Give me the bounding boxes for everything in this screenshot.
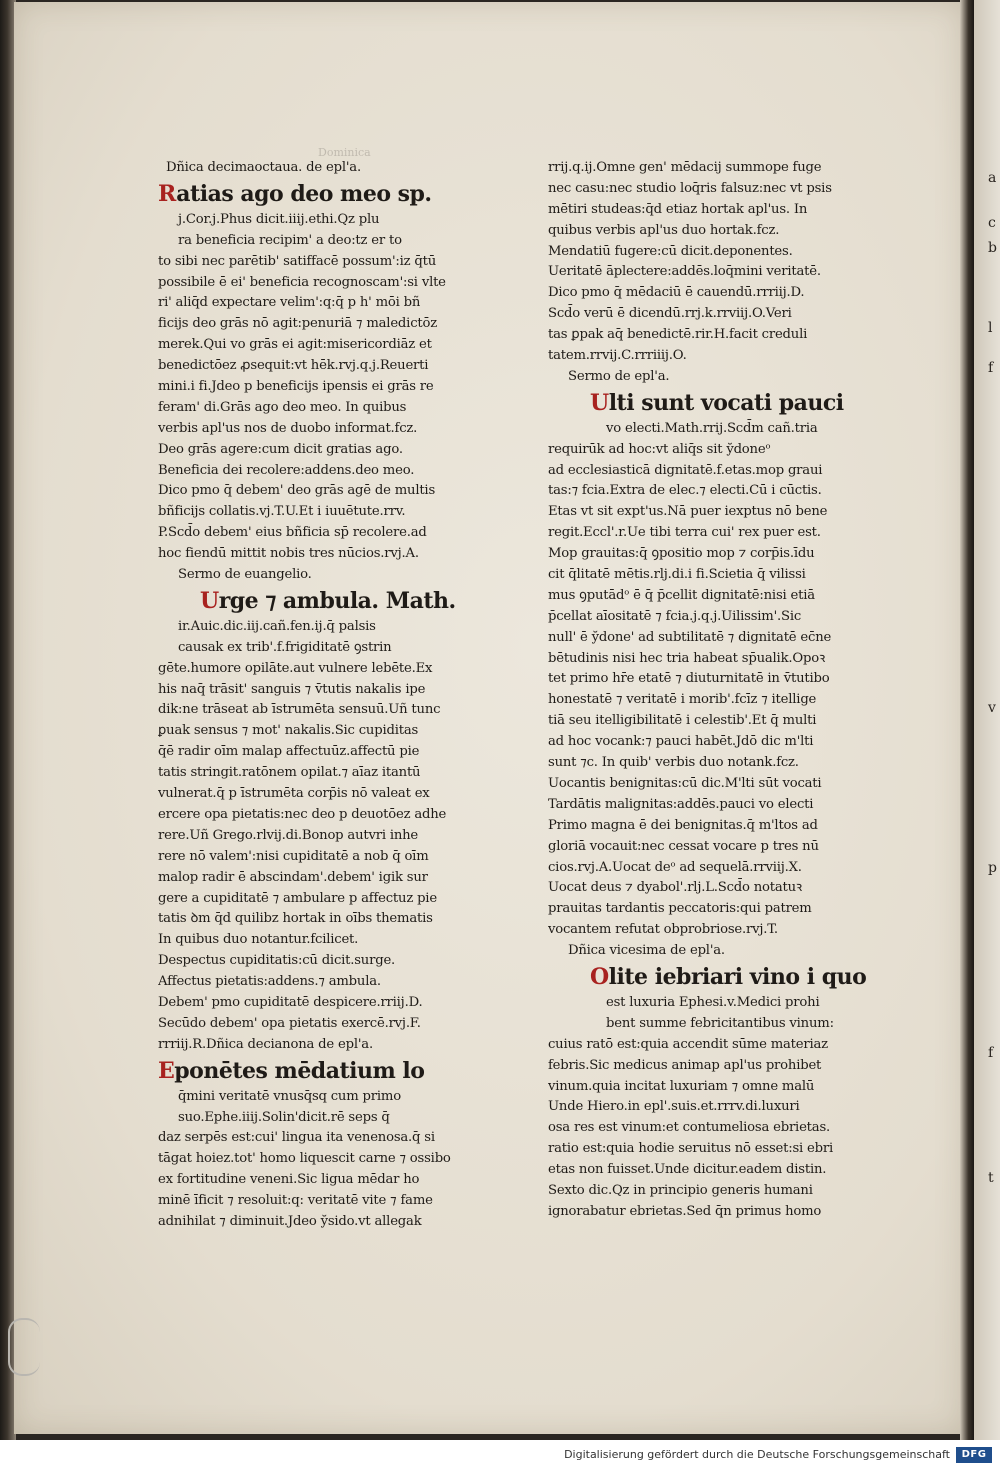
text-line: cios.rvj.A.Uocat deᵒ ad sequelā.rrviij.X. <box>548 859 802 875</box>
text-line: minē īficit ⁊ resoluit:q: veritatē vite ⁊ fame <box>158 1193 433 1209</box>
text-line: Dico pmo q̄ mēdaciū ē cauendū.rrriij.D. <box>548 285 805 301</box>
text-line: mētiri studeas:q̄d etiaz hortak apl'us. In <box>548 201 808 217</box>
text-line: suo.Ephe.iiij.Solin'dicit.rē seps q̄ <box>178 1109 390 1125</box>
text-line: tas:⁊ fcia.Extra de elec.⁊ electi.Cū i cūctis. <box>548 483 822 499</box>
text-line: osa res est vinum:et contumeliosa ebrietas. <box>548 1120 831 1136</box>
facing-page-fragment: l <box>988 320 992 336</box>
text-line: benedictōez ꝓsequit:vt hēk.rvj.q.j.Reuerti <box>158 358 429 374</box>
text-line: mini.i fi.Jdeo p beneficijs ipensis ei grās re <box>158 379 434 395</box>
text-line: vocantem refutat obprobriose.rvj.T. <box>548 922 778 938</box>
text-line: rrriij.R.Dñica decianona de epl'a. <box>158 1036 373 1052</box>
section-heading-line: Urge ⁊ ambula. Math. <box>200 587 456 614</box>
facing-page-fragment: f <box>988 1045 993 1061</box>
left-text-column <box>158 158 488 1233</box>
text-line: tas ꝑpak aq̄ benedictē.rir.H.facit creduli <box>548 327 808 343</box>
text-line: Ueritatē āplectere:addēs.loq̄mini veritatē. <box>548 264 821 280</box>
text-line: to sibi nec parētib' satiffacē possum':iz q̄tū <box>158 253 437 269</box>
text-line: bñficijs collatis.vj.T.U.Et i iuuētute.rrv. <box>158 504 406 520</box>
text-line: adnihilat ⁊ diminuit.Jdeo y̆sido.vt allegak <box>158 1213 422 1229</box>
text-line: ad hoc vocank:⁊ pauci habēt.Jdō dic m'lti <box>548 734 814 750</box>
text-line: feram' di.Grās ago deo meo. In quibus <box>158 399 407 415</box>
text-line: tatem.rrvij.C.rrriiij.O. <box>548 348 687 364</box>
text-line: etas non fuisset.Unde dicitur.eadem distin. <box>548 1162 827 1178</box>
text-line: rrij.q.ij.Omne gen' mēdacij summope fuge <box>548 160 822 175</box>
text-line: cuius ratō est:quia accendit sūme materiaz <box>548 1036 828 1052</box>
text-line: possibile ē ei' beneficia recognoscam':si vlte <box>158 274 446 290</box>
book-gutter <box>960 0 974 1440</box>
text-line: Uocantis benignitas:cū dic.M'lti sūt vocati <box>548 775 822 791</box>
text-line: ratio est:quia hodie seruitus nō esset:si ebri <box>548 1141 834 1157</box>
text-line: quibus verbis apl'us duo hortak.fcz. <box>548 222 780 238</box>
facing-page-fragment: b <box>988 240 996 256</box>
text-line: gere a cupiditatē ⁊ ambulare p affectuz pie <box>158 890 437 906</box>
text-line: Dico pmo q̄ debem' deo grās agē de multis <box>158 483 436 499</box>
text-line: sunt ⁊c. In quib' verbis duo notank.fcz. <box>548 755 799 771</box>
text-line: cit q̄litatē mētis.rlj.di.i fi.Scietia q̄ vilissi <box>548 567 806 583</box>
text-line: ꝑuak sensus ⁊ mot' nakalis.Sic cupiditas <box>158 723 419 739</box>
text-line: vulnerat.q̄ p īstrumēta corp̄is nō valeat ex <box>158 786 430 802</box>
text-line: ex fortitudine veneni.Sic ligua mēdar ho <box>158 1172 420 1188</box>
section-heading-line: Eponētes mēdatium lo <box>158 1057 425 1084</box>
text-line: daz serpēs est:cui' lingua ita venenosa.q̄ si <box>158 1130 435 1146</box>
facing-page-fragment: a <box>988 170 996 186</box>
section-heading-line: Ulti sunt vocati pauci <box>590 389 844 416</box>
right-text-column <box>548 158 888 1223</box>
text-line: ercere opa pietatis:nec deo p deuotōez adhe <box>158 806 447 822</box>
text-line: Dñica decimaoctaua. de epl'a. <box>166 160 361 175</box>
text-line: vo electi.Math.rrij.Scd̄m cañ.tria <box>606 420 818 436</box>
section-heading-line: Ratias ago deo meo sp. <box>158 180 432 207</box>
text-line: q̄ē radir oīm malap affectuūz.affectū pie <box>158 744 420 760</box>
text-line: Primo magna ē dei benignitas.q̄ m'ltos ad <box>548 817 818 833</box>
text-line: tāgat hoiez.tot' homo liquescit carne ⁊ ossibo <box>158 1151 451 1167</box>
text-line: ignorabatur ebrietas.Sed q̄n primus homo <box>548 1203 822 1219</box>
text-line: malop radir ē abscindam'.debem' igik sur <box>158 869 428 885</box>
text-line: Affectus pietatis:addens.⁊ ambula. <box>158 974 381 990</box>
text-line: tet primo hr̄e etatē ⁊ diuturnitatē in v̄tutibo <box>548 671 830 687</box>
facing-page-fragment: c <box>988 215 995 231</box>
section-heading-line: Olite iebriari vino i quo <box>590 963 867 990</box>
facing-page-fragment: v <box>988 700 995 716</box>
text-line: Sexto dic.Qz in principio generis humani <box>548 1182 813 1198</box>
text-line: merek.Qui vo grās ei agit:misericordiāz et <box>158 337 432 353</box>
facing-page-edge <box>974 0 1000 1440</box>
text-line: est luxuria Ephesi.v.Medici prohi <box>606 994 820 1010</box>
text-line: gēte.humore opilāte.aut vulnere lebēte.Ex <box>158 660 433 676</box>
text-line: null' ē y̆done' ad subtilitatē ⁊ dignitatē ec̄ne <box>548 629 832 645</box>
text-line: Tardātis malignitas:addēs.pauci vo electi <box>548 796 814 812</box>
text-line: tatis ꝺm q̄d quilibz hortak in oībs thematis <box>158 911 433 927</box>
text-line: prauitas tardantis peccatoris:qui patrem <box>548 901 812 917</box>
text-line: Despectus cupiditatis:cū dicit.surge. <box>158 953 396 969</box>
text-line: In quibus duo notantur.fcilicet. <box>158 932 359 948</box>
text-line: rere nō valem':nisi cupiditatē a nob q̄ oīm <box>158 848 429 864</box>
text-line: ir.Auic.dic.iij.cañ.fen.ij.q̄ palsis <box>178 618 376 634</box>
text-line: ra beneficia recipim' a deo:tz er to <box>178 232 402 248</box>
footer-credit: Digitalisierung gefördert durch die Deutsche Forschungsgemeinschaft <box>564 1448 950 1461</box>
text-line: honestatē ⁊ veritatē i morib'.fcīz ⁊ itellige <box>548 692 817 708</box>
text-line: ad ecclesiasticā dignitatē.f.etas.mop graui <box>548 462 823 478</box>
text-line: febris.Sic medicus animap apl'us prohibet <box>548 1057 822 1073</box>
text-line: bētudinis nisi hec tria habeat sp̄ualik.Opoꝛ <box>548 650 825 666</box>
text-line: Beneficia dei recolere:addens.deo meo. <box>158 462 415 478</box>
facing-page-fragment: p <box>988 860 996 876</box>
text-line: j.Cor.j.Phus dicit.iiij.ethi.Qz plu <box>178 211 380 227</box>
text-line: Sermo de euangelio. <box>178 567 312 583</box>
text-line: requirūk ad hoc:vt aliq̄s sit y̆doneᵒ <box>548 441 771 457</box>
facing-page-fragment: f <box>988 360 993 376</box>
text-line: tatis stringit.ratōnem opilat.⁊ aīaz itantū <box>158 765 421 781</box>
text-line: rere.Uñ Grego.rlvij.di.Bonop autvri inhe <box>158 827 419 843</box>
text-line: q̄mini veritatē vnusq̄sq cum primo <box>178 1088 401 1104</box>
text-line: Unde Hiero.in epl'.suis.et.rrrv.di.luxuri <box>548 1099 800 1115</box>
text-line: Dñica vicesima de epl'a. <box>568 943 725 959</box>
text-line: ri' aliq̄d expectare velim':q:q̄ p h' mōi bñ <box>158 295 421 311</box>
text-line: Sermo de epl'a. <box>568 368 670 384</box>
text-line: his naq̄ trāsit' sanguis ⁊ v̄tutis nakalis ipe <box>158 681 426 697</box>
text-line: Debem' pmo cupiditatē despicere.rriij.D. <box>158 994 423 1010</box>
text-line: tiā seu itelligibilitatē i celestib'.Et q̄ multi <box>548 713 817 729</box>
text-line: Deo grās agere:cum dicit gratias ago. <box>158 441 403 457</box>
faint-running-header: Dominica <box>318 146 371 159</box>
text-line: Secūdo debem' opa pietatis exercē.rvj.F. <box>158 1015 421 1031</box>
text-line: mus ꝯputādᵒ ē q̄ p̄cellit dignitatē:nisi etiā <box>548 587 815 603</box>
text-line: Mendatiū fugere:cū dicit.deponentes. <box>548 243 793 259</box>
text-line: Uocat deus ⁊ dyabol'.rlj.L.Scd̄o notatuꝛ <box>548 880 802 896</box>
text-line: Mop grauitas:q̄ ꝯpositio mop ⁊ corp̄is.īdu <box>548 546 815 562</box>
text-line: vinum.quia incitat luxuriam ⁊ omne malū <box>548 1078 815 1094</box>
text-line: ficijs deo grās nō agit:penuriā ⁊ maledictōz <box>158 316 437 332</box>
text-line: P.Scd̄o debem' eius bñficia sp̄ recolere.ad <box>158 525 427 541</box>
text-line: causak ex trib'.f.frigiditatē ꝯstrin <box>178 639 392 655</box>
text-line: Scd̄o verū ē dicendū.rrj.k.rrviij.O.Veri <box>548 306 792 322</box>
text-line: bent summe febricitantibus vinum: <box>606 1015 834 1031</box>
footer-bar <box>0 1440 1000 1470</box>
text-line: Etas vt sit expt'us.Nā puer iexptus nō bene <box>548 504 828 520</box>
page-clip-mark <box>8 1318 40 1376</box>
text-line: regit.Eccl'.r.Ue tibi terra cui' rex puer est. <box>548 525 821 541</box>
text-line: hoc fiendū mittit nobis tres nūcios.rvj.A. <box>158 546 419 562</box>
text-line: nec casu:nec studio loq̄ris falsuz:nec vt psis <box>548 180 832 196</box>
facing-page-fragment: t <box>988 1170 993 1186</box>
text-line: gloriā vocauit:nec cessat vocare p tres nū <box>548 838 819 854</box>
text-line: p̄cellat aīositatē ⁊ fcia.j.q.j.Uilissim'.Sic <box>548 608 802 624</box>
text-line: verbis apl'us nos de duobo informat.fcz. <box>158 420 418 436</box>
dfg-logo: DFG <box>956 1447 992 1463</box>
text-line: dik:ne trāseat ab īstrumēta sensuū.Uñ tunc <box>158 702 441 718</box>
